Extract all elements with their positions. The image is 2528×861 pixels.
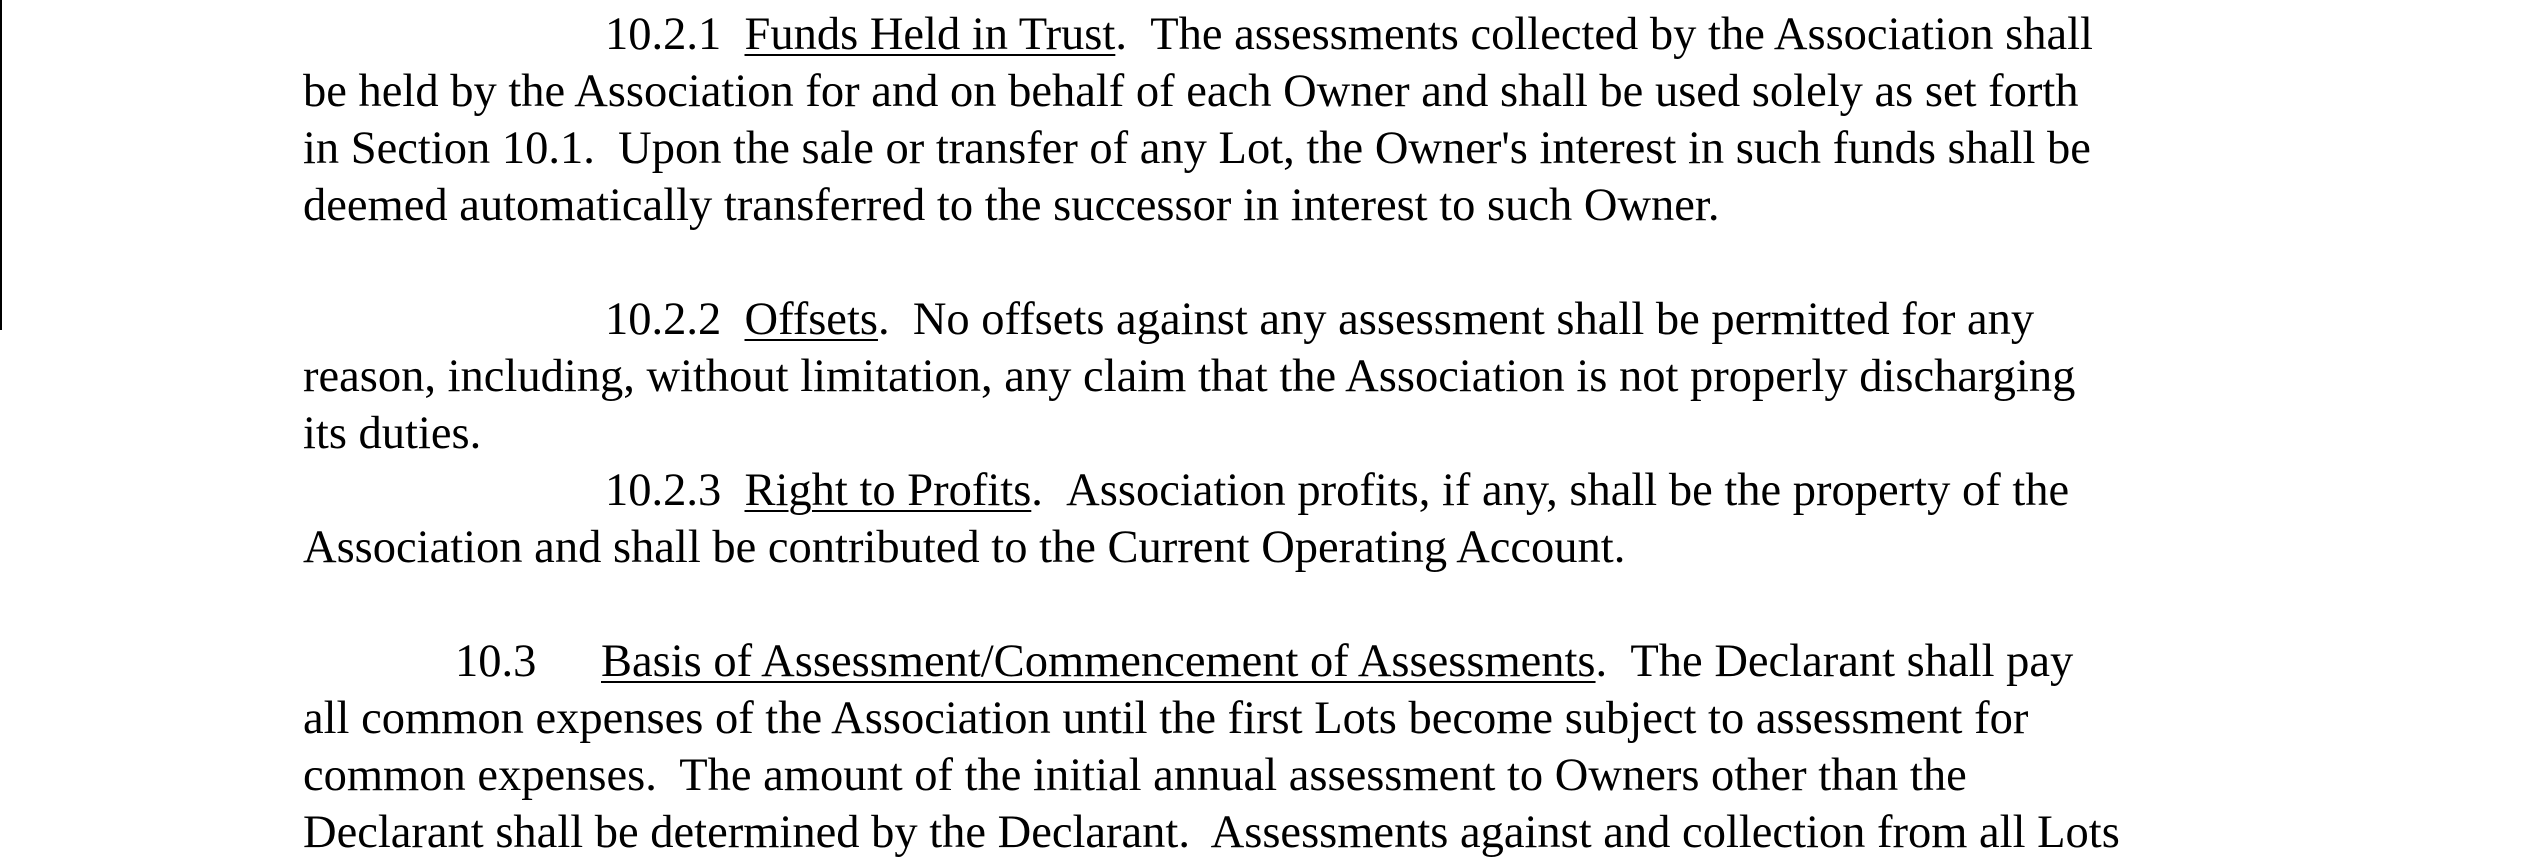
paragraph-text: Association profits, if any, shall be the property of the [1066,465,2070,516]
page-edge-tick [0,188,2,189]
section-heading: Offsets [744,294,878,345]
paragraph-10-3-line-1: 10.3 Basis of Assessment/Commencement of Assessments. The Declarant shall pay [455,633,2073,690]
section-number: 10.2.3 [605,465,722,516]
page-edge-tick [0,232,2,233]
paragraph-10-3-line-3: common expenses. The amount of the initial annual assessment to Owners other than the [303,750,1967,801]
page-edge-tick [0,128,2,129]
paragraph-10-2-1-line-4: deemed automatically transferred to the successor in interest to such Owner. [303,180,1720,231]
paragraph-10-2-2-line-2: reason, including, without limitation, any claim that the Association is not properly discharging [303,351,2076,402]
section-heading: Basis of Assessment/Commencement of Assessments [601,636,1596,687]
paragraph-10-3-line-2: all common expenses of the Association until the first Lots become subject to assessment for [303,693,2029,744]
paragraph-10-2-1-line-2: be held by the Association for and on behalf of each Owner and shall be used solely as set forth [303,66,2079,117]
paragraph-10-2-1-line-3: in Section 10.1. Upon the sale or transfer of any Lot, the Owner's interest in such funds shall be [303,123,2091,174]
section-number: 10.3 [455,636,537,687]
section-number: 10.2.2 [605,294,722,345]
paragraph-text: The assessments collected by the Association shall [1150,9,2093,60]
paragraph-10-3-line-4: Declarant shall be determined by the Declarant. Assessments against and collection from all Lots [303,807,2120,858]
section-number: 10.2.1 [605,9,722,60]
section-heading: Right to Profits [744,465,1032,516]
paragraph-10-2-2-line-3: its duties. [303,408,482,459]
paragraph-10-2-3-line-2: Association and shall be contributed to the Current Operating Account. [303,522,1626,573]
page-edge-line [0,0,2,330]
paragraph-10-2-3-line-1: 10.2.3 Right to Profits. Association profits, if any, shall be the property of the [605,462,2069,519]
paragraph-10-2-1-line-1: 10.2.1 Funds Held in Trust. The assessments collected by the Association shall [605,6,2093,63]
paragraph-text: No offsets against any assessment shall be permitted for any [912,294,2035,345]
paragraph-10-2-2-line-1: 10.2.2 Offsets. No offsets against any assessment shall be permitted for any [605,291,2034,348]
paragraph-text: The Declarant shall pay [1630,636,2074,687]
page-edge-tick [0,256,2,257]
section-heading: Funds Held in Trust [744,9,1116,60]
